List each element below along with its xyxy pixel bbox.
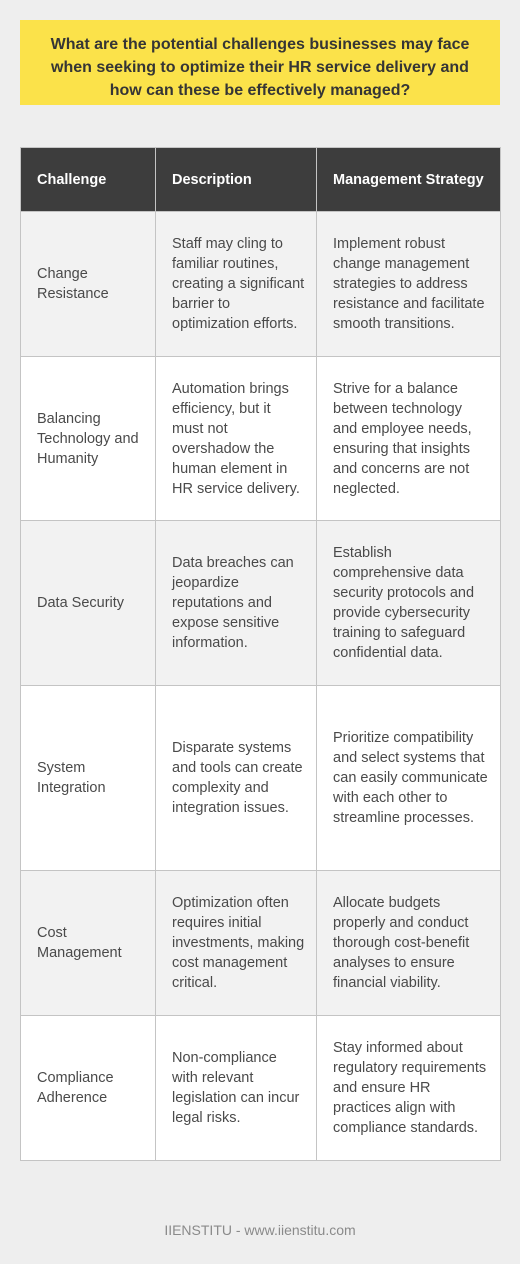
table-row	[21, 212, 501, 357]
description-cell: Automation brings efficiency, but it must not overshadow the human element in HR service delivery.	[156, 357, 317, 521]
question-title-banner	[20, 20, 500, 105]
description-cell: Disparate systems and tools can create complexity and integration issues.	[156, 686, 317, 871]
strategy-cell: Establish comprehensive data security protocols and provide cybersecurity training to safeguard confidential data.	[317, 521, 501, 686]
question-title: What are the potential challenges businesses may face when seeking to optimize their HR service delivery and how can these be effectively managed?	[50, 36, 470, 99]
strategy-cell: Implement robust change management strategies to address resistance and facilitate smooth transitions.	[317, 212, 501, 357]
strategy-cell: Stay informed about regulatory requirements and ensure HR practices align with compliance standards.	[317, 1016, 501, 1161]
challenges-table	[20, 147, 501, 1161]
description-cell: Optimization often requires initial investments, making cost management critical.	[156, 871, 317, 1016]
strategy-cell: Allocate budgets properly and conduct thorough cost-benefit analyses to ensure financial viability.	[317, 871, 501, 1016]
header-challenge: Challenge	[21, 148, 156, 212]
table-header-row	[21, 148, 501, 212]
description-cell: Staff may cling to familiar routines, creating a significant barrier to optimization efforts.	[156, 212, 317, 357]
challenge-cell: Cost Management	[21, 871, 156, 1016]
strategy-cell: Strive for a balance between technology and employee needs, ensuring that insights and concerns are not neglected.	[317, 357, 501, 521]
description-cell: Data breaches can jeopardize reputations and expose sensitive information.	[156, 521, 317, 686]
table-row	[21, 1016, 501, 1161]
table-row	[21, 871, 501, 1016]
header-description: Description	[156, 148, 317, 212]
challenge-cell: Data Security	[21, 521, 156, 686]
challenge-cell: Compliance Adherence	[21, 1016, 156, 1161]
challenge-cell: System Integration	[21, 686, 156, 871]
description-cell: Non-compliance with relevant legislation can incur legal risks.	[156, 1016, 317, 1161]
footer-credit: IIENSTITU - www.iienstitu.com	[164, 1222, 356, 1238]
header-management-strategy: Management Strategy	[317, 148, 501, 212]
strategy-cell: Prioritize compatibility and select systems that can easily communicate with each other to streamline processes.	[317, 686, 501, 871]
table-row	[21, 686, 501, 871]
challenge-cell: Change Resistance	[21, 212, 156, 357]
table-row	[21, 521, 501, 686]
table-row	[21, 357, 501, 521]
challenge-cell: Balancing Technology and Humanity	[21, 357, 156, 521]
